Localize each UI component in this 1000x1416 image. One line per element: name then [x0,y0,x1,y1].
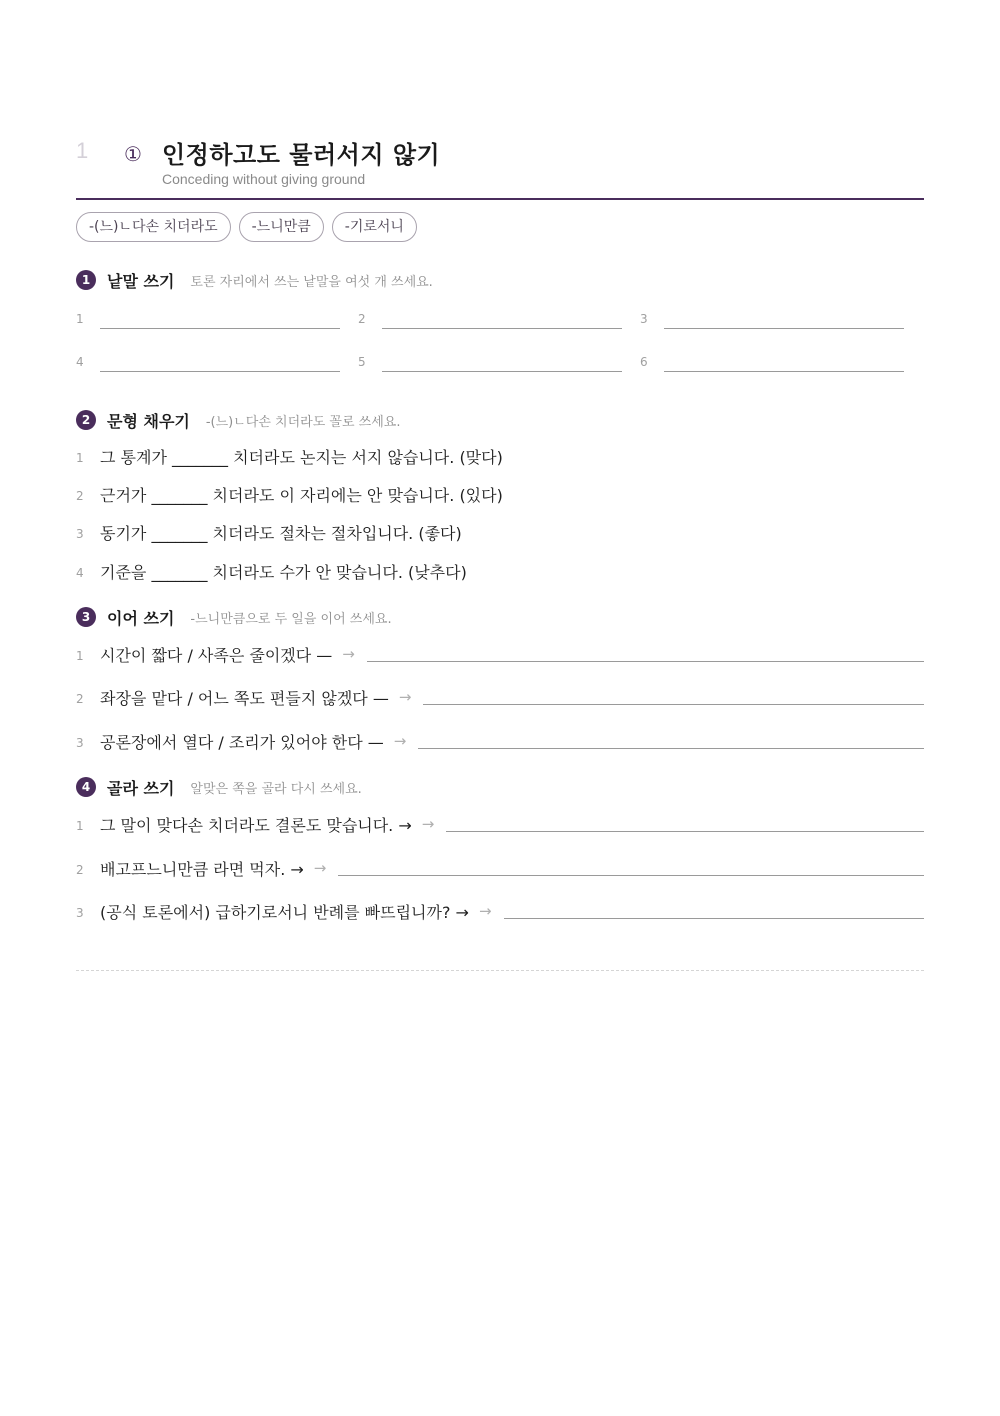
arrow-icon: → [342,645,355,663]
word-blank[interactable] [640,355,910,379]
page-subtitle: Conceding without giving ground [162,171,366,187]
item-sentence: (공식 토론에서) 급하기로서니 반례를 빠뜨립니까? → [100,902,469,922]
item-sentence: 배고프느니만큼 라면 먹자. → [100,859,304,879]
lesson-header [76,136,924,200]
section-1-header [76,268,433,292]
item-sentence: 좌장을 맡다 / 어느 쪽도 편들지 않겠다 — [100,688,389,708]
fill-in-item [76,481,924,507]
word-blank[interactable] [76,355,346,379]
lesson-number: 1 [76,138,89,163]
connect-item [76,641,924,667]
item-sentence: 기준을 _______ 치더라도 수가 안 맞습니다. (낮추다) [100,562,467,582]
section-instruction: 알맞은 쪽을 골라 다시 쓰세요. [190,781,362,797]
fill-in-item [76,558,924,584]
page-title: 인정하고도 물러서지 않기 [162,141,441,169]
arrow-icon: → [398,688,412,706]
item-number: 2 [76,692,84,706]
section-title: 이어 쓰기 [107,608,175,628]
section-badge: 1 [76,270,96,290]
section-instruction: -느니만큼으로 두 일을 이어 쓰세요. [190,611,392,627]
answer-line[interactable] [100,328,340,329]
answer-line[interactable] [100,371,340,372]
blank-number: 4 [76,355,84,369]
item-sentence: 공론장에서 열다 / 조리가 있어야 한다 — [100,732,384,752]
answer-line[interactable] [446,831,924,832]
section-title: 골라 쓰기 [107,778,175,798]
grammar-pattern-chips [76,212,417,242]
header-divider [76,198,924,200]
item-sentence: 그 말이 맞다손 치더라도 결론도 맞습니다. → [100,815,412,835]
word-blank[interactable] [358,355,628,379]
item-number: 3 [76,906,84,920]
sub-lesson-number: ① [124,142,142,166]
choose-item [76,811,924,837]
pattern-chip: -느니만큼 [239,212,324,242]
word-blank[interactable] [358,312,628,336]
section-3-header [76,605,392,629]
item-sentence: 근거가 _______ 치더라도 이 자리에는 안 맞습니다. (있다) [100,485,503,505]
section-title: 문형 채우기 [107,411,190,431]
choose-item [76,898,924,924]
section-badge: 2 [76,410,96,430]
arrow-icon: → [478,902,492,920]
choose-item [76,855,924,881]
answer-line[interactable] [664,371,904,372]
arrow-icon: → [393,732,407,750]
answer-line[interactable] [418,748,924,749]
word-blank[interactable] [640,312,910,336]
item-number: 2 [76,489,84,503]
word-blank[interactable] [76,312,346,336]
item-number: 1 [76,451,84,465]
blank-number: 3 [640,312,648,326]
item-number: 3 [76,736,84,750]
section-badge: 4 [76,777,96,797]
pattern-chip: -기로서니 [332,212,417,242]
answer-line[interactable] [382,371,622,372]
pattern-chip: -(느)ㄴ다손 치더라도 [76,212,231,242]
answer-line[interactable] [504,918,924,919]
item-sentence: 그 통계가 _______ 치더라도 논지는 서지 않습니다. (맞다) [100,447,503,467]
section-4-header [76,775,362,799]
section-badge: 3 [76,607,96,627]
connect-item [76,684,924,710]
blank-number: 1 [76,312,84,326]
item-sentence: 동기가 _______ 치더라도 절차는 절차입니다. (좋다) [100,523,462,543]
section-end-divider [76,970,924,971]
fill-in-item [76,443,924,469]
blank-number: 2 [358,312,366,326]
blank-number: 6 [640,355,648,369]
answer-line[interactable] [338,875,924,876]
section-instruction: 토론 자리에서 쓰는 낱말을 여섯 개 쓰세요. [190,274,433,290]
arrow-icon: → [421,815,435,833]
blank-number: 5 [358,355,366,369]
item-number: 1 [76,649,84,663]
item-number: 2 [76,863,84,877]
connect-item [76,728,924,754]
item-number: 4 [76,566,84,580]
answer-line[interactable] [382,328,622,329]
section-title: 낱말 쓰기 [107,271,175,291]
answer-line[interactable] [367,661,924,662]
section-2-header [76,408,400,432]
item-number: 1 [76,819,84,833]
answer-line[interactable] [664,328,904,329]
answer-line[interactable] [423,704,924,705]
section-instruction: -(느)ㄴ다손 치더라도 꼴로 쓰세요. [205,414,401,430]
arrow-icon: → [313,859,327,877]
fill-in-item [76,519,924,545]
item-sentence: 시간이 짧다 / 사족은 줄이겠다 — [100,645,333,665]
item-number: 3 [76,527,84,541]
